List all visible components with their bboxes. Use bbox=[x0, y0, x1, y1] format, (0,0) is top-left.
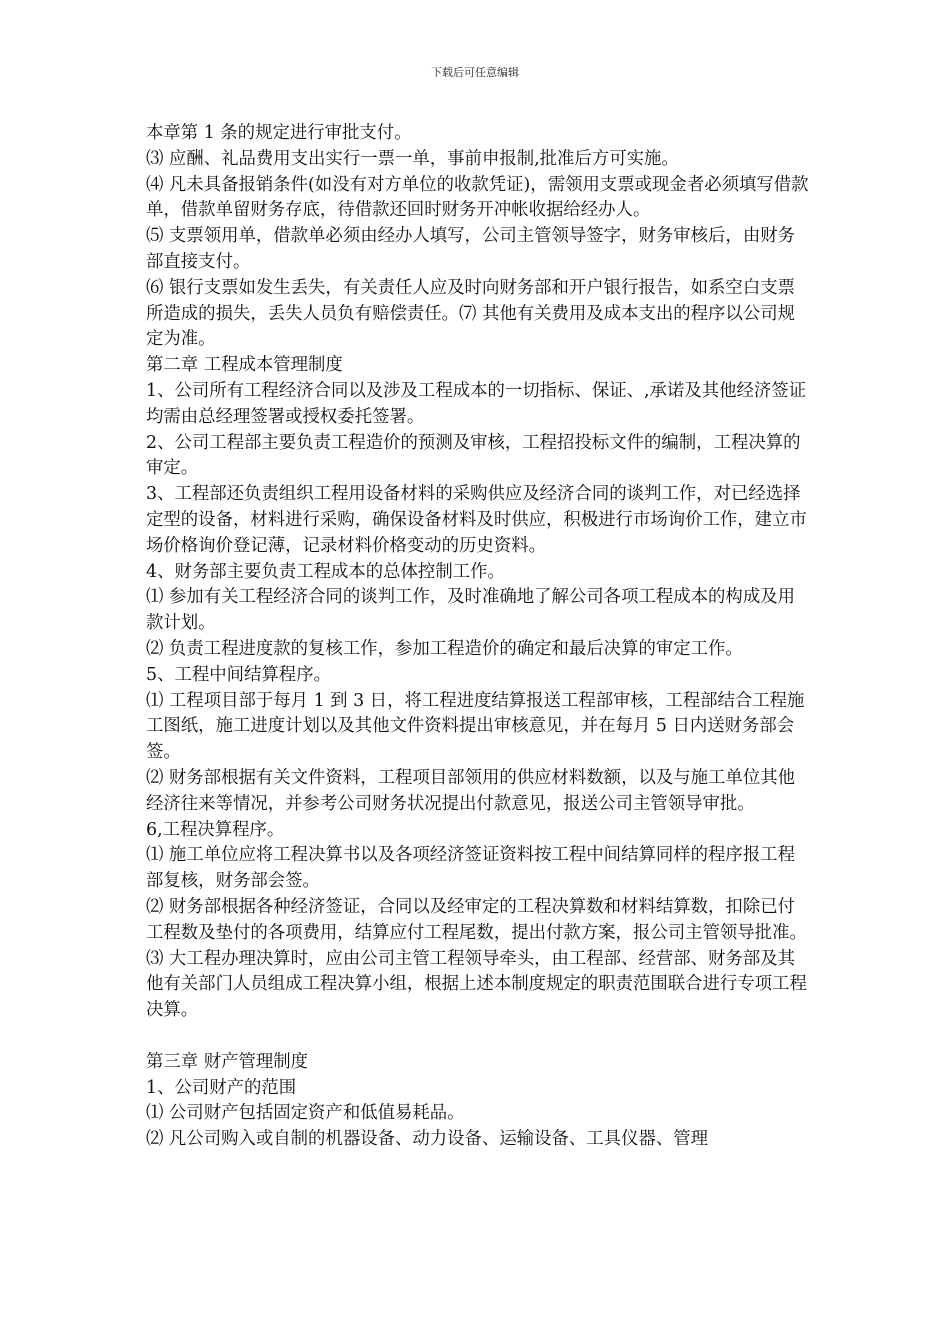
paragraph: 2、公司工程部主要负责工程造价的预测及审核，工程招投标文件的编制，工程决算的审定。 bbox=[146, 432, 801, 479]
chapter-heading: 第二章 工程成本管理制度 bbox=[146, 355, 343, 376]
paragraph: ⑶ 应酬、礼品费用支出实行一票一单，事前申报制,批准后方可实施。 bbox=[146, 148, 679, 169]
paragraph: ⑷ 凡未具备报销条件(如没有对方单位的收款凭证)，需领用支票或现金者必须填写借款单，借款单留财务存底，待借款还回时财务开冲帐收据给经办人。 bbox=[146, 174, 809, 221]
paragraph: ⑶ 大工程办理决算时，应由公司主管工程领导牵头，由工程部、经营部、财务部及其他有关部门人员组成工程决算小组，根据上述本制度规定的职责范围联合进行专项工程决算。 bbox=[146, 948, 807, 1021]
paragraph: 5、工程中间结算程序。 bbox=[146, 664, 331, 685]
chapter-heading: 第三章 财产管理制度 bbox=[146, 1051, 309, 1072]
document-body bbox=[146, 121, 810, 1153]
paragraph: 1、公司所有工程经济合同以及涉及工程成本的一切指标、保证、,承诺及其他经济签证均需由总经理签署或授权委托签署。 bbox=[146, 380, 807, 427]
paragraph: ⑵ 凡公司购入或自制的机器设备、动力设备、运输设备、工具仪器、管理 bbox=[146, 1129, 709, 1150]
paragraph: ⑸ 支票领用单，借款单必须由经办人填写，公司主管领导签字，财务审核后，由财务部直接支付。 bbox=[146, 226, 795, 272]
paragraph: ⑵ 财务部根据有关文件资料，工程项目部领用的供应材料数额，以及与施工单位其他经济往来等情况，并参考公司财务状况提出付款意见，报送公司主管领导审批。 bbox=[146, 767, 795, 814]
paragraph: 1、公司财产的范围 bbox=[146, 1077, 297, 1098]
paragraph: ⑹ 银行支票如发生丢失，有关责任人应及时向财务部和开户银行报告，如系空白支票所造成的损失，丢失人员负有赔偿责任。⑺ 其他有关费用及成本支出的程序以公司规定为准。 bbox=[146, 277, 795, 350]
paragraph: ⑵ 财务部根据各种经济签证，合同以及经审定的工程决算数和材料结算数，扣除已付工程数及垫付的各项费用，结算应付工程尾数，提出付款方案，报公司主管领导批准。 bbox=[146, 896, 807, 943]
paragraph: 3、工程部还负责组织工程用设备材料的采购供应及经济合同的谈判工作，对已经选择定型的设备，材料进行采购，确保设备材料及时供应，积极进行市场询价工作，建立市场价格询价登记薄，记录材料价格变动的历史资料。 bbox=[146, 484, 807, 556]
paragraph: ⑴ 公司财产包括固定资产和低值易耗品。 bbox=[146, 1103, 465, 1124]
paragraph: 本章第 1 条的规定进行审批支付。 bbox=[146, 123, 412, 143]
paragraph: ⑴ 施工单位应将工程决算书以及各项经济签证资料按工程中间结算同样的程序报工程部复核，财务部会签。 bbox=[146, 845, 795, 892]
paragraph: ⑴ 工程项目部于每月 1 到 3 日，将工程进度结算报送工程部审核，工程部结合工程施工图纸，施工进度计划以及其他文件资料提出审核意见，并在每月 5 日内送财务部会签。 bbox=[146, 690, 805, 763]
paragraph: 4、财务部主要负责工程成本的总体控制工作。 bbox=[146, 561, 505, 582]
paragraph: 6,工程决算程序。 bbox=[146, 819, 285, 840]
blank-line bbox=[146, 1024, 810, 1050]
page-header: 下载后可任意编辑 bbox=[431, 66, 519, 79]
paragraph: ⑵ 负责工程进度款的复核工作，参加工程造价的确定和最后决算的审定工作。 bbox=[146, 638, 743, 659]
paragraph: ⑴ 参加有关工程经济合同的谈判工作，及时准确地了解公司各项工程成本的构成及用款计划。 bbox=[146, 587, 795, 634]
